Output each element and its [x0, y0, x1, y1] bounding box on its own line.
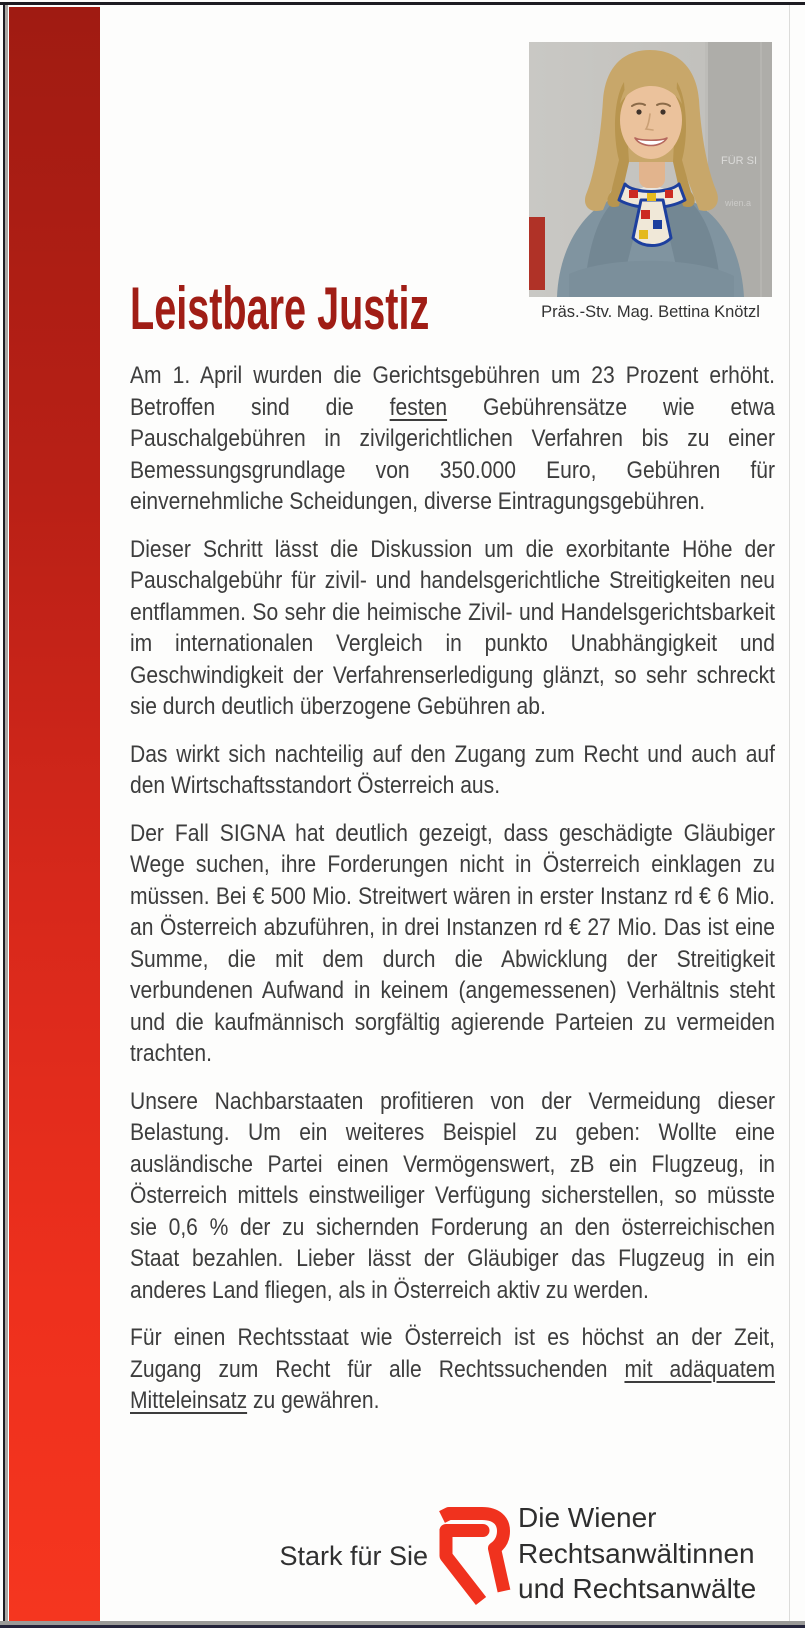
- red-gradient-sidebar: [9, 7, 100, 1621]
- org-line-2: Rechtsanwältinnen: [518, 1537, 755, 1569]
- photo-red-sign-fragment: [529, 217, 545, 290]
- text-segment: Unsere Nachbarstaaten profitieren von der Vermeidung dieser Belastung. Um ein weiteres Beispiel zu geben: Wollte eine ausländische Partei einen Vermögenswert, zB ein Flugzeug, in Österreich mittels einstweiliger Verfügung sicherstellen, so müsste sie 0,6 % der zu sichernden Forderung an den österreichischen Staat bezahlen. Lieber lässt der Gläubiger das Flugzeug in ein anderes Land fliegen, als in Österreich aktiv zu werden.: [130, 1087, 775, 1304]
- article-paragraph: [130, 360, 775, 518]
- article-paragraph: [130, 739, 775, 802]
- footer-slogan: Stark für Sie: [279, 1541, 428, 1571]
- underlined-text: mit adäquatem Mitteleinsatz: [130, 1355, 775, 1414]
- photo-caption: Präs.-Stv. Mag. Bettina Knötzl: [541, 303, 760, 321]
- text-segment: Für einen Rechtsstaat wie Österreich ist es höchst an der Zeit, Zugang zum Recht für alle Rechtssuchenden: [130, 1324, 775, 1383]
- text-segment: Am 1. April wurden die Gerichtsgebühren um 23 Prozent erhöht. Betroffen sind die: [130, 362, 775, 421]
- article-paragraph: [130, 534, 775, 723]
- org-line-1: Die Wiener: [518, 1502, 657, 1533]
- article-body: [130, 360, 775, 1433]
- org-line-3: und Rechtsanwälte: [518, 1573, 757, 1604]
- article-paragraph: [130, 1322, 775, 1417]
- text-segment: zu gewähren.: [247, 1387, 380, 1414]
- article-paragraph: [130, 818, 775, 1070]
- text-segment: Gebührensätze wie etwa Pauschalgebühren in zivilgerichtlichen Verfahren bis zu einer Bemessungsgrundlage von 350.000 Euro, Gebühren für einvernehmliche Scheidungen, diverse Eintragungsgebühren.: [130, 393, 776, 515]
- text-segment: Das wirkt sich nachteilig auf den Zugang zum Recht und auch auf den Wirtschaftsstandort Österreich aus.: [130, 740, 775, 799]
- footer-organization-name: [518, 1500, 756, 1607]
- portrait-photo: [529, 42, 772, 297]
- photo-background-text-1: FÜR SI: [721, 155, 758, 167]
- page-title: Leistbare Justiz: [130, 275, 430, 342]
- photo-background-text-2: wien.a: [725, 198, 752, 208]
- underlined-text: festen: [389, 393, 448, 421]
- article-paragraph: [130, 1086, 775, 1307]
- text-segment: Dieser Schritt lässt die Diskussion um die exorbitante Höhe der Pauschalgebühr für zivil- und handelsgerichtliche Streitigkeiten neu entflammen. So sehr die heimische Zivil- und Handelsgerichtsbarkeit im internationalen Vergleich in punkto Unabhängigkeit und Geschwindigkeit der Verfahrenserledigung glänzt, so sehr schreckt sie durch deutlich überzogene Gebühren ab.: [130, 535, 775, 720]
- rak-wien-r-logo-icon: [438, 1504, 512, 1610]
- text-segment: Der Fall SIGNA hat deutlich gezeigt, dass geschädigte Gläubiger Wege suchen, ihre Forderungen nicht in Österreich einklagen zu müssen. Bei € 500 Mio. Streitwert wären in erster Instanz rd € 6 Mio. an Österreich abzuführen, in drei Instanzen rd € 27 Mio. Das ist eine Summe, die mit dem durch die Abwicklung der Streitigkeit verbundenen Aufwand in keinem (angemessenen) Verhältnis steht und die kaufmännisch sorgfältig agierende Parteien zu vermeiden trachten.: [130, 819, 775, 1067]
- page-border-left-inner: [5, 5, 8, 1625]
- page-border-top: [0, 2, 805, 5]
- page-border-right: [789, 5, 790, 1621]
